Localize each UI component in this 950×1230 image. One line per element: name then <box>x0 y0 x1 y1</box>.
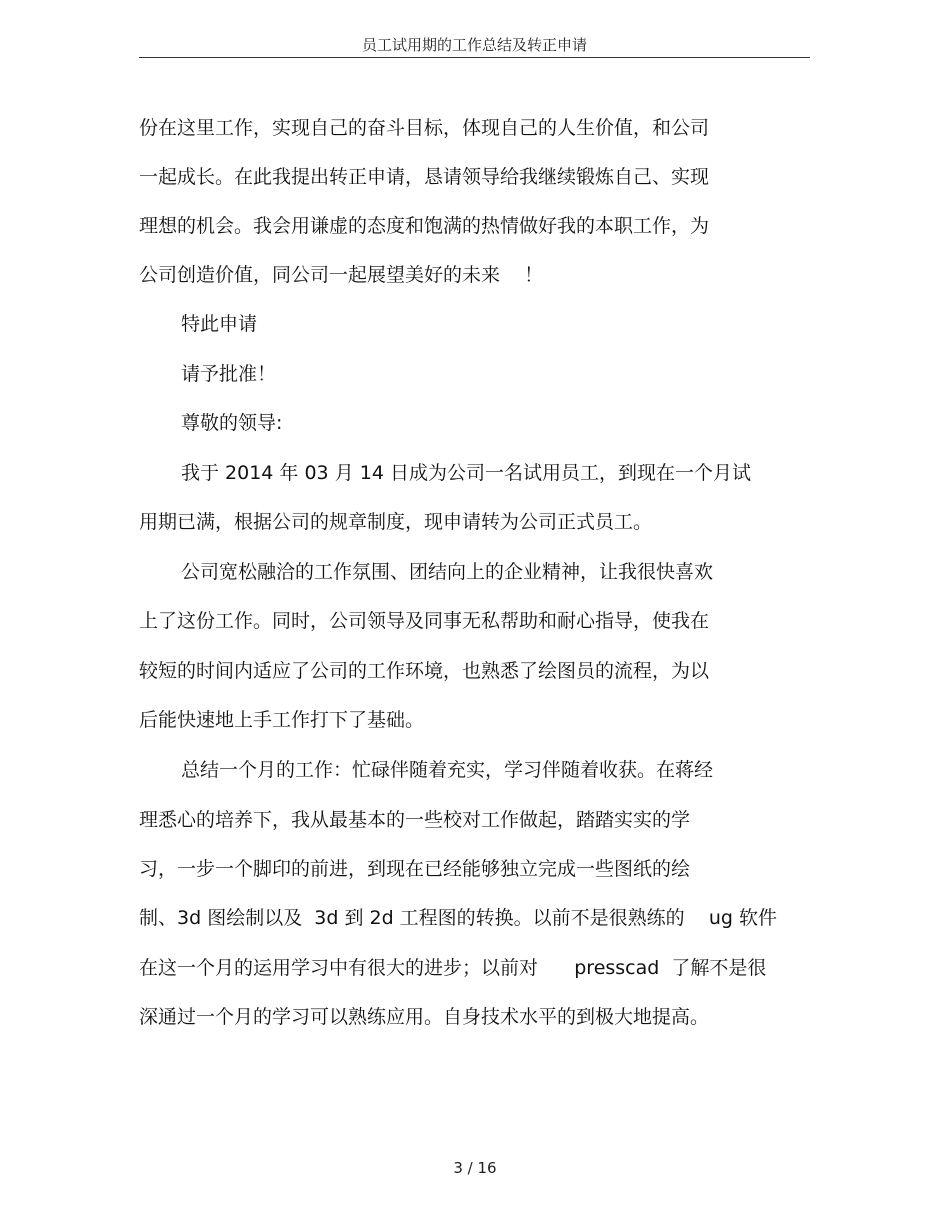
body-line: 深通过一个月的学习可以熟练应用。自身技术水平的到极大地提高。 <box>139 1006 710 1028</box>
body-line: 在这一个月的运用学习中有很大的进步；以前对 presscad 了解不是很 <box>139 957 767 979</box>
body-line: 请予批准！ <box>181 363 277 385</box>
body-line: 较短的时间内适应了公司的工作环境，也熟悉了绘图员的流程，为以 <box>139 660 710 682</box>
body-line: 特此申请 <box>181 313 258 335</box>
body-line: 份在这里工作，实现自己的奋斗目标，体现自己的人生价值，和公司 <box>139 117 710 139</box>
body-line: 上了这份工作。同时，公司领导及同事无私帮助和耐心指导，使我在 <box>139 610 710 632</box>
body-line: 理悉心的培养下，我从最基本的一些校对工作做起，踏踏实实的学 <box>139 809 691 831</box>
document-header-title: 员工试用期的工作总结及转正申请 <box>361 36 587 54</box>
body-line: 用期已满，根据公司的规章制度，现申请转为公司正式员工。 <box>139 511 653 533</box>
page-number: 3 / 16 <box>453 1159 497 1177</box>
body-line: 公司创造价值，同公司一起展望美好的未来 ！ <box>139 264 544 286</box>
body-line: 我于 2014 年 03 月 14 日成为公司一名试用员工，到现在一个月试 <box>181 462 751 484</box>
header-divider <box>139 57 810 58</box>
body-line: 后能快速地上手工作打下了基础。 <box>139 709 425 731</box>
body-line: 制、3d 图绘制以及 3d 到 2d 工程图的转换。以前不是很熟练的 ug 软件 <box>139 907 777 929</box>
body-line: 理想的机会。我会用谦虚的态度和饱满的热情做好我的本职工作，为 <box>139 215 710 237</box>
body-line: 习，一步一个脚印的前进，到现在已经能够独立完成一些图纸的绘 <box>139 858 691 880</box>
salutation: 尊敬的领导: <box>181 412 283 434</box>
body-line: 一起成长。在此我提出转正申请，恳请领导给我继续锻炼自己、实现 <box>139 166 710 188</box>
body-line: 公司宽松融洽的工作氛围、团结向上的企业精神，让我很快喜欢 <box>181 561 714 583</box>
body-line: 总结一个月的工作：忙碌伴随着充实，学习伴随着收获。在蒋经 <box>181 759 714 781</box>
